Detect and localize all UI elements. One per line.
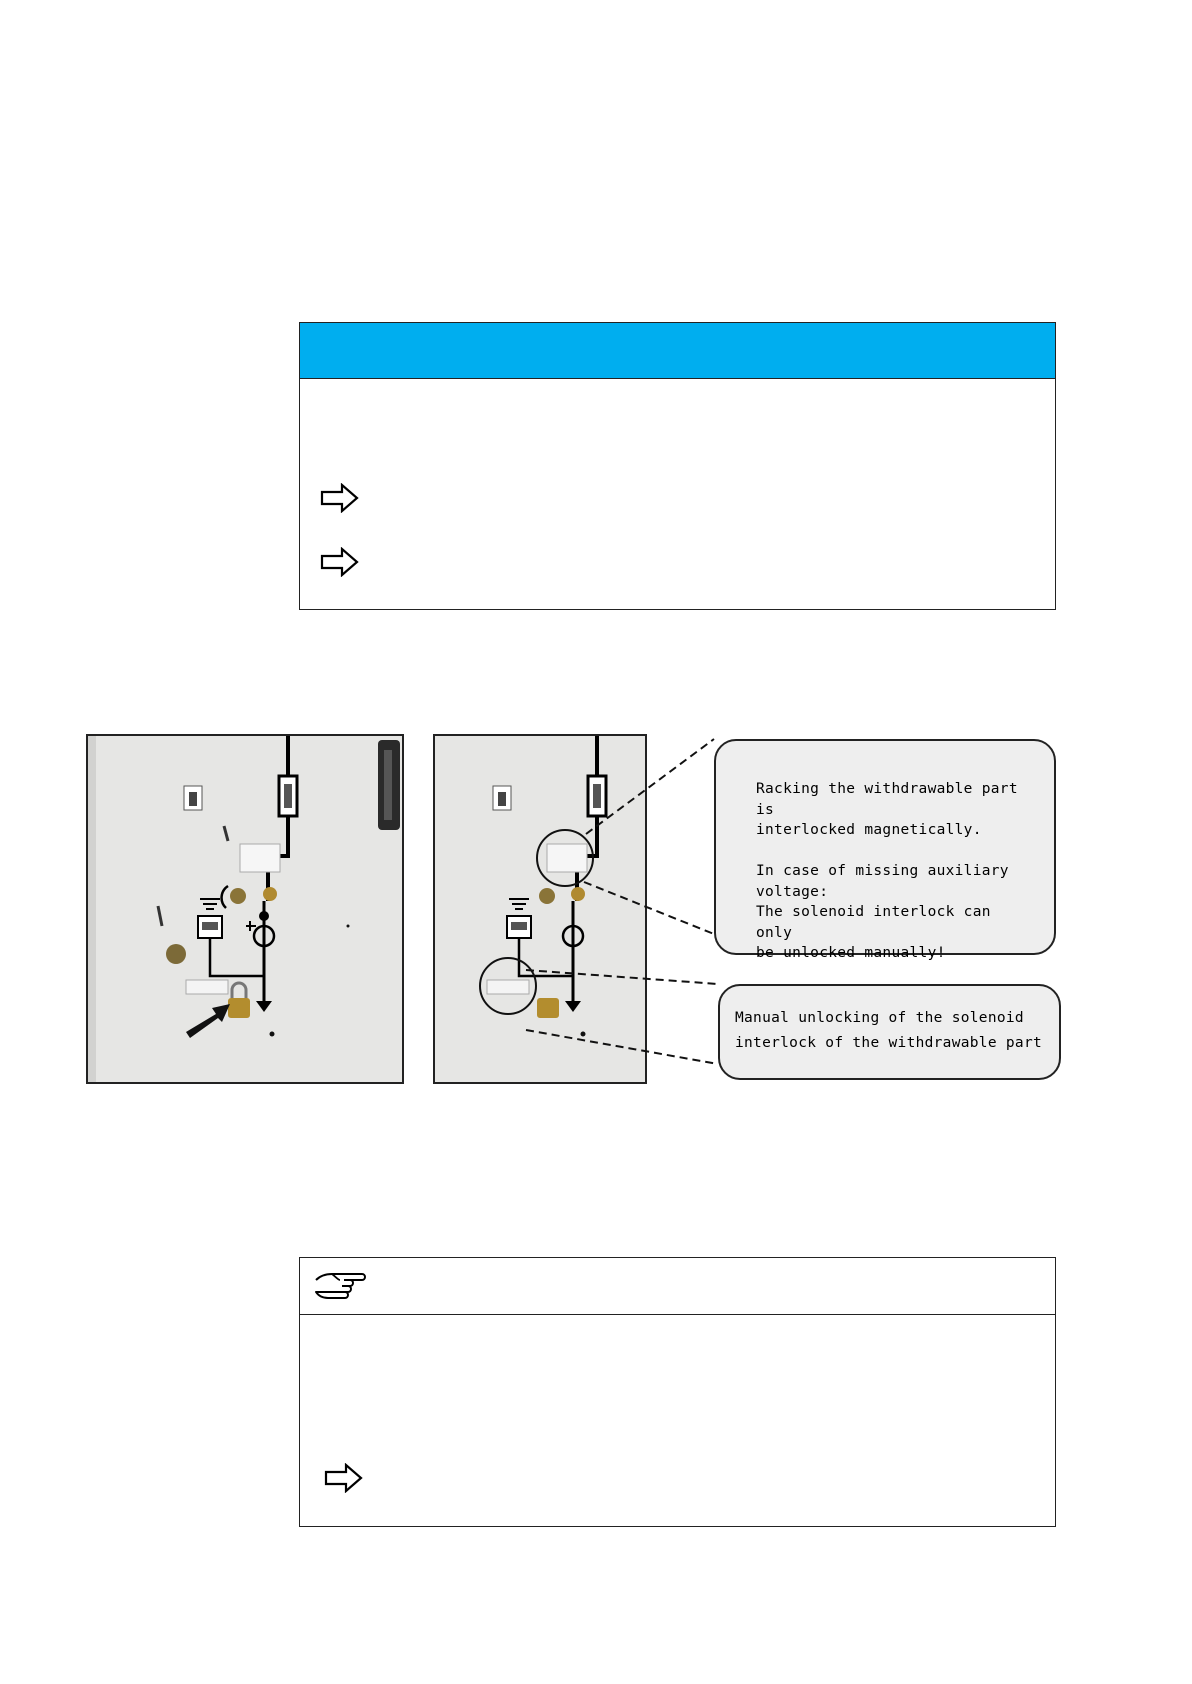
- pointing-hand-icon: [314, 1268, 368, 1302]
- callout-1-line-2: interlocked magnetically.: [756, 822, 982, 838]
- arrow-right-outline-icon: [320, 547, 360, 577]
- note-header-bar: [300, 1258, 1055, 1315]
- interlock-figure: [86, 734, 1062, 1086]
- callout-manual-unlocking: [718, 984, 1061, 1080]
- arrow-right-outline-icon: [320, 483, 360, 513]
- notice-box: [299, 322, 1056, 610]
- arrow-right-outline-icon: [324, 1463, 364, 1493]
- panel-photo-annotated: [433, 734, 647, 1084]
- notice-header-bar: [300, 323, 1055, 379]
- panel-photo-padlocked: [86, 734, 404, 1084]
- callout-1-line-4: voltage:: [756, 883, 829, 900]
- callout-1-line-5: The solenoid interlock can only: [756, 904, 991, 941]
- note-box: [299, 1257, 1056, 1527]
- callout-2-line-1: Manual unlocking of the solenoid: [735, 1010, 1024, 1026]
- callout-1-line-1: Racking the withdrawable part is: [756, 781, 1018, 818]
- callout-1-line-6: be unlocked manually!: [756, 945, 946, 961]
- callout-1-line-3: In case of missing auxiliary: [756, 863, 1009, 879]
- callout-solenoid-interlock: [714, 739, 1056, 961]
- callout-2-line-2: interlock of the withdrawable part: [735, 1035, 1043, 1051]
